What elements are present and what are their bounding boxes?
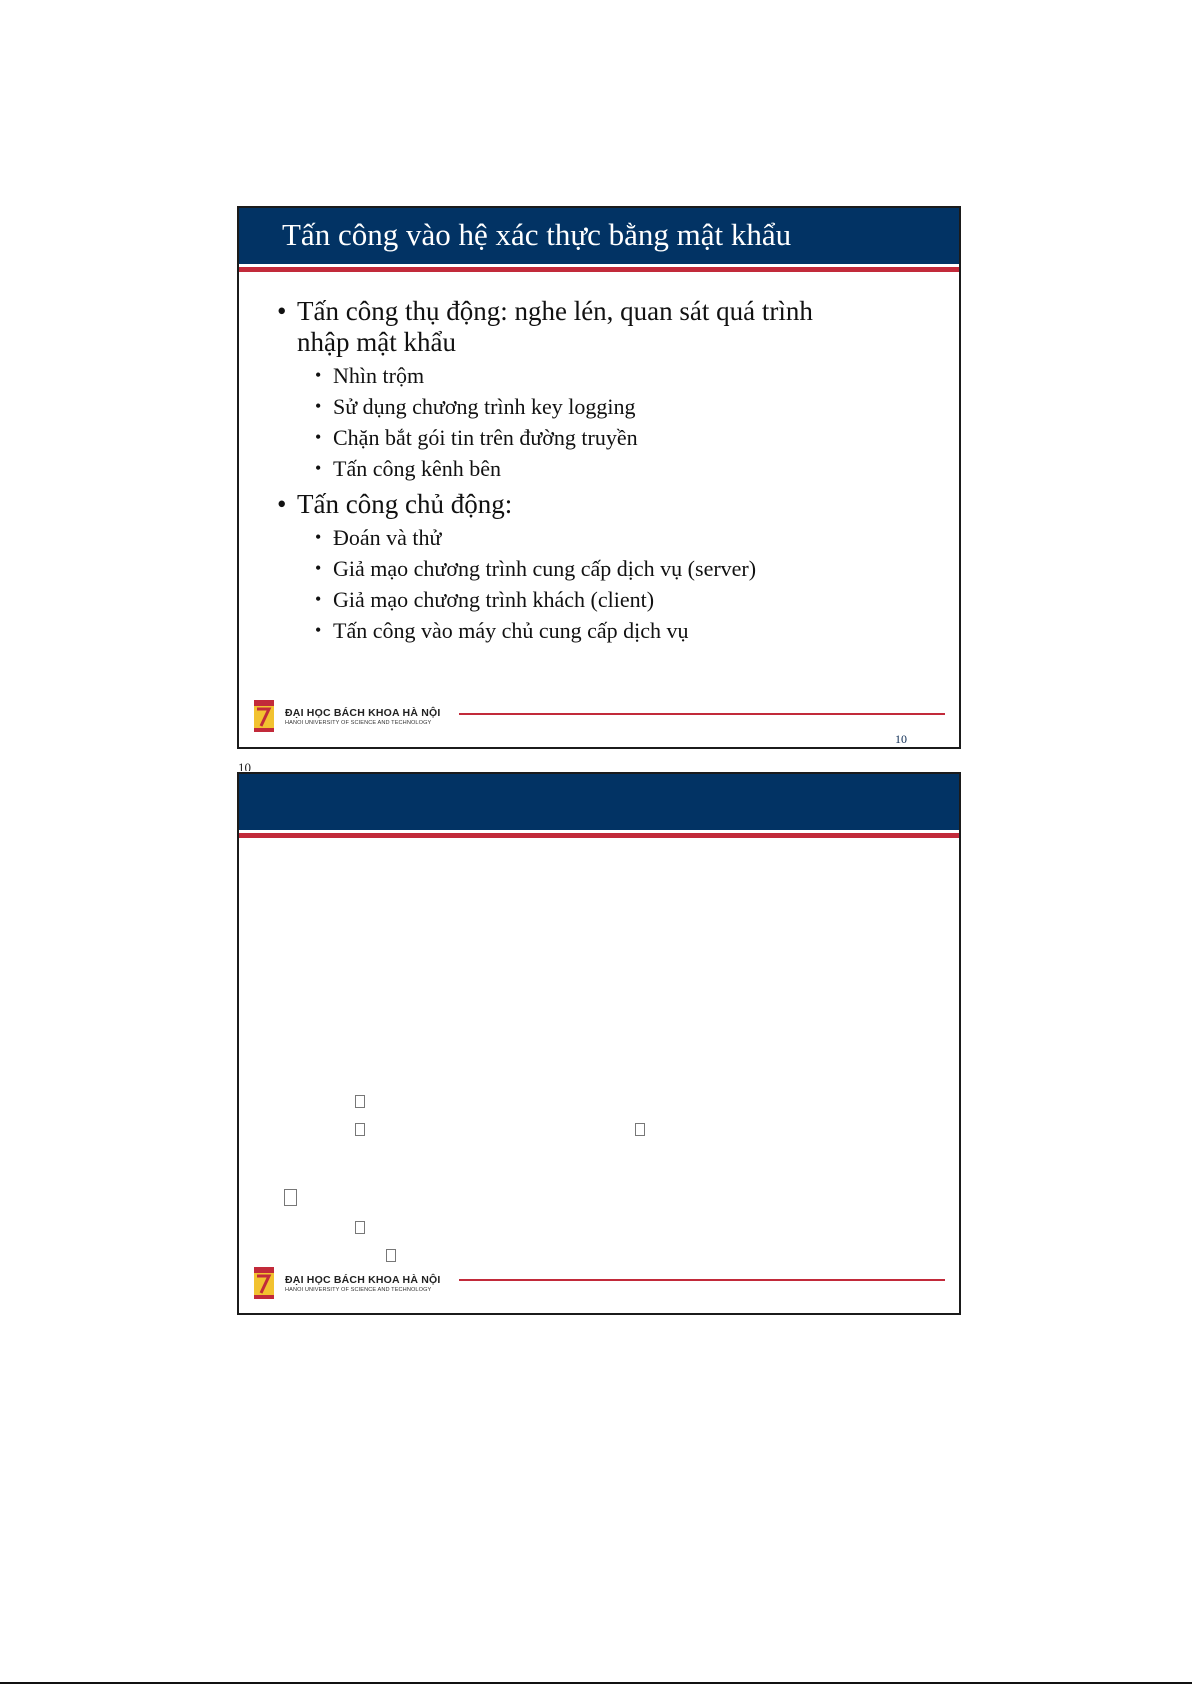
sub-bullet-text: Nhìn trộm (333, 363, 425, 388)
slide-title: Tấn công vào hệ xác thực bằng mật khẩu (282, 217, 792, 252)
header-red-rule (239, 267, 959, 272)
bullet-passive-attack (277, 296, 939, 358)
bullet-dot: • (315, 620, 322, 640)
slide-content (277, 296, 939, 646)
sub-bullet-text: Giả mạo chương trình khách (client) (333, 587, 655, 612)
university-name: ĐẠI HỌC BÁCH KHOA HÀ NỘI (285, 1274, 441, 1286)
bullet-dot: • (315, 589, 322, 609)
bullet-dot: • (315, 558, 322, 578)
sub-bullet-text: Chặn bắt gói tin trên đường truyền (333, 425, 638, 450)
sub-bullet (277, 584, 939, 615)
stray-page-number: 10 (238, 762, 251, 771)
footer-university (285, 707, 441, 727)
bullet-dot: • (277, 489, 287, 519)
bullet-dot: • (315, 527, 322, 547)
slide-2 (237, 772, 961, 1315)
sub-bullet-text: Đoán và thử (333, 525, 442, 550)
footer-university (285, 1274, 441, 1294)
missing-glyph-icon (355, 1095, 365, 1108)
page-number: 10 (895, 732, 907, 746)
sub-bullet-text: Giả mạo chương trình cung cấp dịch vụ (server) (333, 556, 757, 581)
bullet-text-line-1: Tấn công thụ động: nghe lén, quan sát quá trình (297, 296, 813, 326)
header-red-rule (239, 833, 959, 838)
university-subtitle: HANOI UNIVERSITY OF SCIENCE AND TECHNOLOGY (285, 1287, 432, 1293)
footer-red-rule (459, 713, 945, 715)
missing-glyph-icon (284, 1189, 297, 1206)
bullet-dot: • (315, 458, 322, 478)
missing-glyph-icon (635, 1123, 645, 1136)
slide-1 (237, 206, 961, 749)
university-logo-icon (254, 1267, 274, 1299)
bullet-dot: • (315, 396, 322, 416)
sub-bullet (277, 522, 939, 553)
missing-glyph-icon (355, 1221, 365, 1234)
university-subtitle: HANOI UNIVERSITY OF SCIENCE AND TECHNOLOGY (285, 720, 432, 726)
bullet-dot: • (315, 365, 322, 385)
sub-bullet (277, 615, 939, 646)
bullet-text-line-2: nhập mật khẩu (297, 327, 456, 357)
footer-red-rule (459, 1279, 945, 1281)
sub-bullet-text: Tấn công kênh bên (333, 456, 501, 481)
university-logo-icon (254, 700, 274, 732)
bullet-dot: • (277, 296, 287, 326)
bullet-dot: • (315, 427, 322, 447)
sub-bullet-text: Sử dụng chương trình key logging (333, 394, 636, 419)
sub-bullet (277, 422, 939, 453)
missing-glyph-icon (386, 1249, 396, 1262)
missing-glyph-icon (355, 1123, 365, 1136)
sub-bullet (277, 391, 939, 422)
page-bottom-border (0, 1682, 1192, 1684)
bullet-active-attack (277, 489, 939, 520)
slide-header (239, 208, 959, 264)
sub-bullet-text: Tấn công vào máy chủ cung cấp dịch vụ (333, 618, 689, 643)
university-name: ĐẠI HỌC BÁCH KHOA HÀ NỘI (285, 707, 441, 719)
sub-bullet (277, 453, 939, 484)
bullet-text: Tấn công chủ động: (297, 489, 513, 519)
sub-bullet (277, 360, 939, 391)
sub-bullet (277, 553, 939, 584)
slide-header (239, 774, 959, 830)
